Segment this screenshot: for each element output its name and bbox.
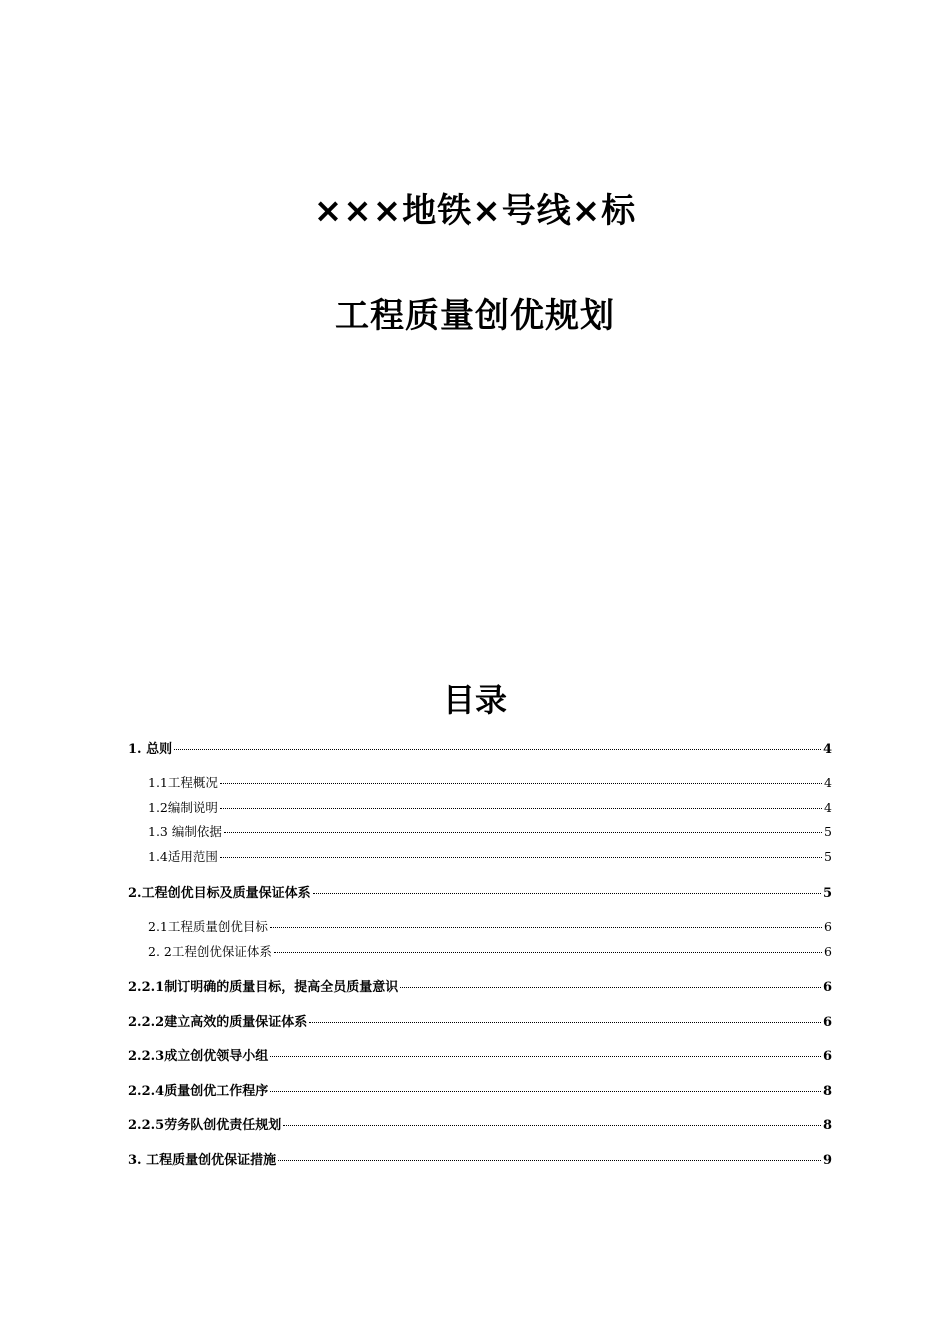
toc-entry-label: 2. 2工程创优保证体系 [148, 944, 272, 959]
toc-entry[interactable] [128, 1080, 832, 1099]
toc-leader [309, 1022, 821, 1023]
toc-entry-label: 2.1工程质量创优目标 [148, 919, 268, 934]
toc-entry[interactable] [148, 822, 832, 840]
toc-entry-page: 6 [824, 919, 832, 934]
toc-entry-page: 6 [822, 980, 832, 995]
toc-entry[interactable] [128, 976, 832, 995]
toc-entry-page: 8 [822, 1084, 832, 1099]
toc-entry-label: 1.2编制说明 [148, 800, 218, 815]
toc-entry-label: 2.工程创优目标及质量保证体系 [128, 886, 311, 901]
toc-leader [270, 1091, 821, 1092]
toc-entry-page: 8 [822, 1118, 832, 1133]
toc-entry[interactable] [148, 917, 832, 935]
toc-entry-label: 2.2.5劳务队创优责任规划 [128, 1118, 282, 1133]
document-title: ×××地铁×号线×标 [313, 191, 637, 231]
toc-leader [270, 927, 822, 928]
toc-leader [174, 749, 821, 750]
toc-entry-label: 3. 工程质量创优保证措施 [128, 1153, 277, 1168]
toc-heading: 目录 [442, 681, 507, 719]
document-subtitle: 工程质量创优规划 [335, 296, 615, 336]
toc-entry-page: 6 [824, 944, 832, 959]
toc-entry-page: 5 [822, 886, 832, 901]
toc-entry-label: 2.2.4质量创优工作程序 [128, 1084, 269, 1099]
toc-leader [220, 783, 822, 784]
toc-leader [278, 1160, 821, 1161]
toc-entry-page: 4 [822, 742, 832, 757]
toc-entry[interactable] [148, 942, 832, 960]
toc-entry-page: 4 [824, 775, 832, 790]
toc-leader [224, 832, 822, 833]
toc-entry-label: 1.4适用范围 [148, 849, 218, 864]
toc-entry-label: 2.2.1制订明确的质量目标，提高全员质量意识 [128, 980, 399, 995]
toc-leader [400, 987, 821, 988]
toc-entry[interactable] [128, 1149, 832, 1168]
toc-leader [270, 1056, 821, 1057]
toc-entry-page: 5 [824, 824, 832, 839]
toc-leader [283, 1125, 821, 1126]
toc-entry[interactable] [148, 773, 832, 791]
toc-entry-label: 1.3 编制依据 [148, 824, 222, 839]
toc-entry[interactable] [128, 1011, 832, 1030]
toc-leader [274, 952, 822, 953]
toc-entry-label: 1.1工程概况 [148, 775, 218, 790]
toc-entry-label: 1. 总则 [128, 742, 173, 757]
toc-entry[interactable] [148, 798, 832, 816]
toc-leader [220, 857, 822, 858]
toc-entry-page: 9 [822, 1153, 832, 1168]
toc-entry[interactable] [128, 1045, 832, 1064]
toc-entry[interactable] [128, 738, 832, 757]
toc-entry[interactable] [128, 882, 832, 901]
toc-leader [220, 808, 822, 809]
toc-leader [313, 893, 821, 894]
toc-entry[interactable] [128, 1114, 832, 1133]
toc-entry-page: 6 [822, 1015, 832, 1030]
toc-entry-page: 4 [824, 800, 832, 815]
toc-entry-label: 2.2.2建立高效的质量保证体系 [128, 1015, 308, 1030]
toc-entry-label: 2.2.3成立创优领导小组 [128, 1049, 269, 1064]
toc-entry-page: 6 [822, 1049, 832, 1064]
toc-entry-page: 5 [824, 849, 832, 864]
toc-entry[interactable] [148, 847, 832, 865]
